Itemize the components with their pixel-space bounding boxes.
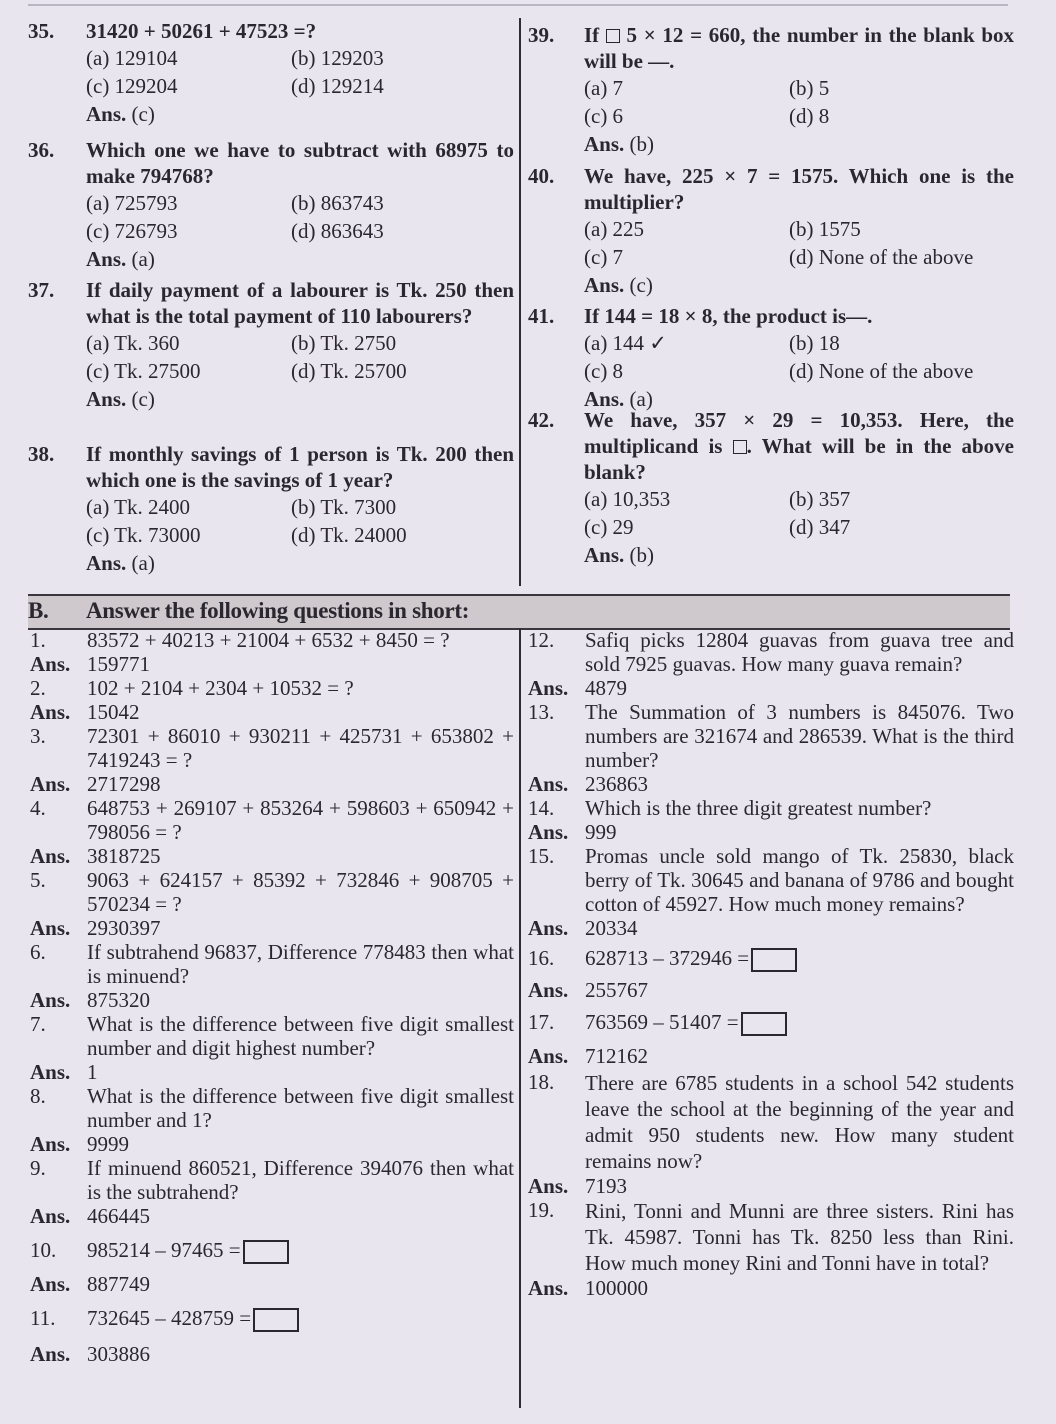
answer xyxy=(86,385,514,413)
option-b: (b) 863743 xyxy=(291,191,384,215)
short-question-9: 9. If minuend 860521, Difference 394076 then what is the subtrahend? Ans. 466445 xyxy=(30,1156,514,1228)
answer: Ans. 303886 xyxy=(30,1342,150,1367)
section-letter: B. xyxy=(28,598,49,623)
answer: Ans. 887749 xyxy=(30,1272,150,1297)
question-number: 41. xyxy=(528,304,555,328)
option-d: (d) Tk. 25700 xyxy=(291,359,407,383)
answer-value: (a) xyxy=(131,551,155,575)
answer: Ans. 9999 xyxy=(30,1132,129,1156)
question-text: We have, 357 × 29 = 10,353. Here, the multiplicand is . What will be in the above blank? xyxy=(584,408,1015,484)
short-question-3: 3. 72301 + 86010 + 930211 + 425731 + 653802 + 7419243 = ? Ans. 2717298 xyxy=(30,724,514,796)
question-38 xyxy=(28,441,514,577)
options xyxy=(584,215,1014,271)
answer xyxy=(584,541,1014,569)
question-number: 37. xyxy=(28,278,55,302)
question-text: Which one we have to subtract with 68975 to make 794768? xyxy=(86,138,514,188)
question-42 xyxy=(528,407,1014,569)
option-d: (d) None of the above xyxy=(789,359,974,383)
answer-value: (a) xyxy=(629,387,653,411)
answer-value: (c) xyxy=(629,273,653,297)
answer-blank-box[interactable] xyxy=(253,1308,299,1332)
answer-label: Ans. xyxy=(584,543,625,567)
answer xyxy=(86,549,514,577)
answer: Ans. 20334 xyxy=(528,916,638,940)
question-text: We have, 225 × 7 = 1575. Which one is the multiplier? xyxy=(584,164,1014,214)
options xyxy=(86,189,514,245)
question-37 xyxy=(28,277,514,441)
option-a: (a) Tk. 360 xyxy=(86,331,180,355)
answer-value: (c) xyxy=(131,102,155,126)
short-question-6: 6. If subtrahend 96837, Difference 778483 then what is minuend? Ans. 875320 xyxy=(30,940,514,1012)
short-question-13: 13. The Summation of 3 numbers is 845076. Two numbers are 321674 and 286539. What is the third number? Ans. 236863 xyxy=(528,700,1014,796)
options xyxy=(584,74,1014,130)
answer-label: Ans. xyxy=(86,102,127,126)
answer: Ans. 255767 xyxy=(528,978,648,1003)
option-b: (b) Tk. 7300 xyxy=(291,495,397,519)
option-c: (c) 7 xyxy=(584,245,624,269)
option-c: (c) 726793 xyxy=(86,219,178,243)
question-number: 40. xyxy=(528,164,555,188)
option-b: (b) 357 xyxy=(789,487,851,511)
short-question-10: 10. 985214 – 97465 = Ans. 887749 xyxy=(30,1238,514,1296)
section-a-left-column xyxy=(28,18,514,577)
answer: Ans. 7193 xyxy=(528,1174,627,1199)
question-41 xyxy=(528,303,1014,411)
answer: Ans. 100000 xyxy=(528,1276,648,1301)
answer-label: Ans. xyxy=(584,132,625,156)
option-d: (d) 863643 xyxy=(291,219,384,243)
answer-value: (b) xyxy=(629,543,655,567)
question-number: 36. xyxy=(28,138,55,162)
option-a: (a) 129104 xyxy=(86,46,178,70)
short-question-17: 17. 763569 – 51407 = Ans. 712162 xyxy=(528,1010,1014,1068)
answer: Ans. 2717298 xyxy=(30,772,161,796)
question-number: 42. xyxy=(528,408,555,432)
answer-blank-box[interactable] xyxy=(243,1240,289,1264)
answer: Ans. 15042 xyxy=(30,700,140,724)
section-a-right-column xyxy=(528,22,1014,569)
option-c: (c) Tk. 73000 xyxy=(86,523,201,547)
answer xyxy=(86,100,514,128)
option-c: (c) 6 xyxy=(584,104,624,128)
answer: Ans. 466445 xyxy=(30,1204,150,1228)
short-question-11: 11. 732645 – 428759 = Ans. 303886 xyxy=(30,1306,514,1366)
answer-value: (a) xyxy=(131,247,155,271)
answer: Ans. 1 xyxy=(30,1060,98,1084)
option-d: (d) 347 xyxy=(789,515,851,539)
option-c: (c) 29 xyxy=(584,515,634,539)
question-text: 31420 + 50261 + 47523 =? xyxy=(86,19,317,43)
short-question-19: 19. Rini, Tonni and Munni are three sisters. Rini has Tk. 45987. Tonni has Tk. 8250 less than Rini. How much money Rini and Tonni have in total? Ans. 100000 xyxy=(528,1198,1014,1301)
answer-label: Ans. xyxy=(584,273,625,297)
options xyxy=(86,329,514,385)
answer: Ans. 3818725 xyxy=(30,844,161,868)
question-36 xyxy=(28,137,514,277)
short-question-18: 18. There are 6785 students in a school 542 students leave the school at the beginning of the year and admit 950 students new. How many student remains now? Ans. 7193 xyxy=(528,1070,1014,1199)
short-question-4: 4. 648753 + 269107 + 853264 + 598603 + 650942 + 798056 = ? Ans. 3818725 xyxy=(30,796,514,868)
question-number: 39. xyxy=(528,23,555,47)
blank-box-icon xyxy=(733,440,747,454)
short-question-5: 5. 9063 + 624157 + 85392 + 732846 + 908705 + 570234 = ? Ans. 2930397 xyxy=(30,868,514,940)
short-question-7: 7. What is the difference between five digit smallest number and digit highest number? Ans. 1 xyxy=(30,1012,514,1084)
short-question-14: 14. Which is the three digit greatest number? Ans. 999 xyxy=(528,796,1014,844)
blank-box-icon xyxy=(606,29,620,43)
answer-blank-box[interactable] xyxy=(741,1012,787,1036)
options xyxy=(86,493,514,549)
question-text: If 144 = 18 × 8, the product is—. xyxy=(584,304,873,328)
section-b-left-column xyxy=(30,628,514,1366)
option-a: (a) 10,353 xyxy=(584,487,671,511)
option-b: (b) 5 xyxy=(789,76,830,100)
options xyxy=(584,329,1014,385)
short-question-1: 1. 83572 + 40213 + 21004 + 6532 + 8450 = ? Ans. 159771 xyxy=(30,628,514,676)
options xyxy=(584,485,1014,541)
answer-label: Ans. xyxy=(86,247,127,271)
option-a: (a) 725793 xyxy=(86,191,178,215)
option-b: (b) 129203 xyxy=(291,46,384,70)
question-number: 38. xyxy=(28,442,55,466)
option-b: (b) 1575 xyxy=(789,217,861,241)
option-d: (d) None of the above xyxy=(789,245,974,269)
section-b-heading xyxy=(28,594,1010,630)
answer: Ans. 159771 xyxy=(30,652,150,676)
answer: Ans. 999 xyxy=(528,820,617,844)
answer-value: (b) xyxy=(629,132,655,156)
answer-value: (c) xyxy=(131,387,155,411)
option-b: (b) 18 xyxy=(789,331,840,355)
option-d: (d) Tk. 24000 xyxy=(291,523,407,547)
question-number: 35. xyxy=(28,19,55,43)
option-a: (a) 7 xyxy=(584,76,624,100)
option-b: (b) Tk. 2750 xyxy=(291,331,397,355)
short-question-8: 8. What is the difference between five digit smallest number and 1? Ans. 9999 xyxy=(30,1084,514,1156)
answer: Ans. 4879 xyxy=(528,676,627,700)
answer: Ans. 875320 xyxy=(30,988,150,1012)
answer xyxy=(584,130,1014,158)
option-a: (a) Tk. 2400 xyxy=(86,495,191,519)
option-c: (c) 129204 xyxy=(86,74,178,98)
option-a: (a) 225 xyxy=(584,217,645,241)
short-question-12: 12. Safiq picks 12804 guavas from guava tree and sold 7925 guavas. How many guava remain? Ans. 4879 xyxy=(528,628,1014,700)
short-question-2: 2. 102 + 2104 + 2304 + 10532 = ? Ans. 15042 xyxy=(30,676,514,724)
answer: Ans. 712162 xyxy=(528,1044,648,1069)
answer-label: Ans. xyxy=(86,387,127,411)
question-text: If monthly savings of 1 person is Tk. 200 then which one is the savings of 1 year? xyxy=(86,442,514,492)
answer: Ans. 2930397 xyxy=(30,916,161,940)
section-b-right-column xyxy=(528,628,1014,1300)
question-text: If daily payment of a labourer is Tk. 250 then what is the total payment of 110 labourers? xyxy=(86,278,514,328)
answer-blank-box[interactable] xyxy=(751,948,797,972)
question-40 xyxy=(528,163,1014,303)
column-divider-bottom xyxy=(519,628,521,1408)
option-d: (d) 129214 xyxy=(291,74,384,98)
answer xyxy=(86,245,514,273)
top-rule xyxy=(28,4,1008,6)
question-39 xyxy=(528,22,1014,163)
answer: Ans. 236863 xyxy=(528,772,648,796)
short-question-15: 15. Promas uncle sold mango of Tk. 25830, black berry of Tk. 30645 and banana of 9786 and bought cotton of 45927. How much money remains? Ans. 20334 xyxy=(528,844,1014,940)
option-a: (a) 144 ✓ xyxy=(584,331,667,355)
option-c: (c) 8 xyxy=(584,359,624,383)
option-d: (d) 8 xyxy=(789,104,830,128)
answer xyxy=(584,271,1014,299)
options xyxy=(86,44,514,100)
answer-label: Ans. xyxy=(584,387,625,411)
option-c: (c) Tk. 27500 xyxy=(86,359,201,383)
question-text: If 5 × 12 = 660, the number in the blank box will be —. xyxy=(584,23,1014,73)
column-divider-top xyxy=(519,18,521,586)
question-35 xyxy=(28,18,514,137)
answer-label: Ans. xyxy=(86,551,127,575)
short-question-16: 16. 628713 – 372946 = Ans. 255767 xyxy=(528,946,1014,1002)
section-title: Answer the following questions in short: xyxy=(86,598,470,623)
